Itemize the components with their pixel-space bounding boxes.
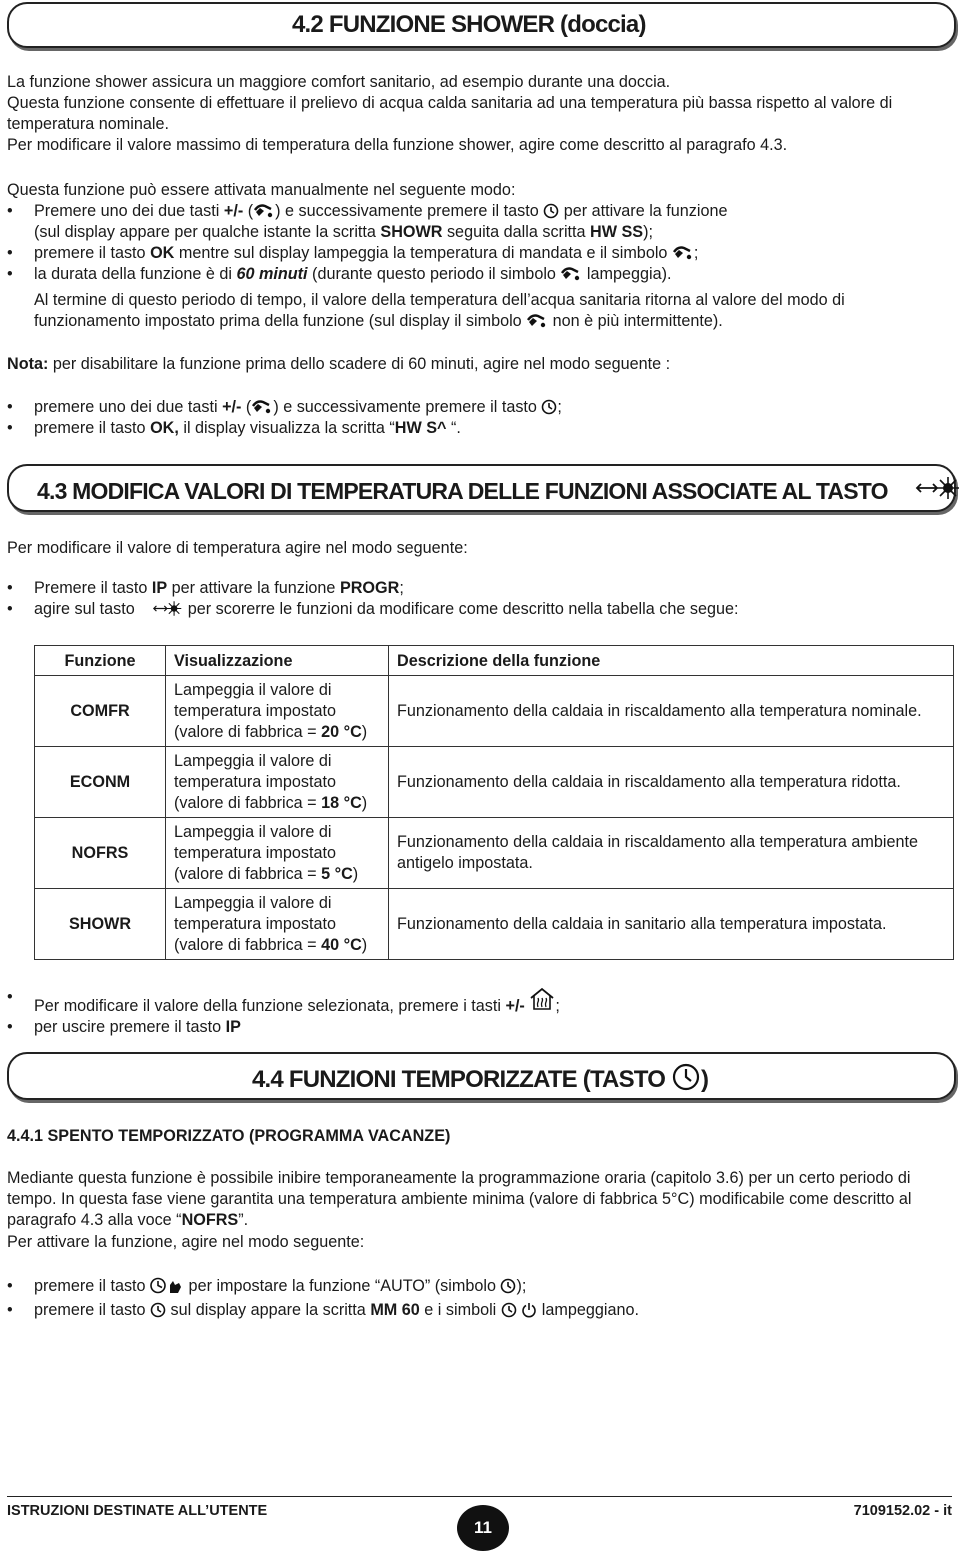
list-item: • per uscire premere il tasto IP [7, 1017, 952, 1038]
shower-tap-icon [560, 266, 582, 282]
intro-line-2: Questa funzione consente di effettuare il prelievo di acqua calda sanitaria ad una temperatura più bassa rispetto al valore di temperatura nominale. [7, 94, 893, 133]
clock-icon [501, 1302, 517, 1318]
column-header-function: Funzione [35, 646, 166, 676]
function-description: Funzionamento della caldaia in riscaldamento alla temperatura nominale. [389, 676, 954, 747]
section-43-intro: Per modificare il valore di temperatura agire nel modo seguente: [7, 539, 468, 557]
subsection-441-title: 4.4.1 SPENTO TEMPORIZZATO (PROGRAMMA VACANZE) [7, 1127, 451, 1145]
page-number: 11 [457, 1505, 509, 1551]
list-item: • Premere uno dei due tasti +/- ( ) e successivamente premere il tasto per attivare la funzione (sul display appare per qualche istante la scritta SHOWR seguita dalla scritta HW SS); [7, 201, 952, 243]
list-item: • agire sul tasto per scorerre le funzioni da modificare come descritto nella tabella che segue: [7, 599, 952, 620]
intro-line-1: La funzione shower assicura un maggiore comfort sanitario, ad esempio durante una doccia. [7, 73, 671, 91]
table-row [35, 818, 954, 889]
table-row [35, 676, 954, 747]
section-43-title: 4.3 MODIFICA VALORI DI TEMPERATURA DELLE FUNZIONI ASSOCIATE AL TASTO [37, 475, 959, 505]
section-42-title: 4.2 FUNZIONE SHOWER (doccia) [292, 11, 646, 38]
list-item: • Per modificare il valore della funzione selezionata, premere i tasti +/- ; [7, 987, 952, 1017]
section-44-paragraph: Mediante questa funzione è possibile inibire temporaneamente la programmazione oraria (capitolo 3.6) per un certo periodo di tempo. In questa fase viene garantita una temperatura ambiente minima (valore di fabbrica 5°C) modificabile come descritto al paragrafo 4.3 alla voce “NOFRS”. [7, 1169, 912, 1229]
list-item: • premere il tasto per impostare la funzione “AUTO” (simbolo ); [7, 1274, 952, 1298]
function-name: SHOWR [35, 889, 166, 960]
display-text: Lampeggia il valore di temperatura impostato (valore di fabbrica = 20 °C) [166, 676, 389, 747]
footer-divider [7, 1496, 952, 1497]
moon-sun-icon [139, 600, 183, 617]
function-name: ECONM [35, 747, 166, 818]
shower-tap-icon [253, 203, 275, 219]
activation-intro: Questa funzione può essere attivata manualmente nel seguente modo: [7, 181, 516, 199]
footer-left-text: ISTRUZIONI DESTINATE ALL’UTENTE [7, 1503, 268, 1519]
end-of-period-text: Al termine di questo periodo di tempo, il valore della temperatura dell’acqua sanitaria ritorna al valore del modo di funzionamento impostato prima della funzione (sul display il simbolo non è più intermittente). [34, 291, 845, 330]
function-name: NOFRS [35, 818, 166, 889]
function-description: Funzionamento della caldaia in sanitario alla temperatura impostata. [389, 889, 954, 960]
power-icon [521, 1302, 537, 1318]
display-text: Lampeggia il valore di temperatura impostato (valore di fabbrica = 40 °C) [166, 889, 389, 960]
display-text: Lampeggia il valore di temperatura impostato (valore di fabbrica = 5 °C) [166, 818, 389, 889]
list-item: • premere il tasto OK, il display visualizza la scritta “HW S^ “. [7, 418, 952, 439]
section-44-title: 4.4 FUNZIONI TEMPORIZZATE (TASTO ) [252, 1063, 708, 1094]
list-item: • la durata della funzione è di 60 minuti (durante questo periodo il simbolo lampeggia). [7, 264, 952, 285]
shower-tap-icon [251, 399, 273, 415]
list-item: • premere il tasto OK mentre sul display lampeggia la temperatura di mandata e il simbolo ; [7, 243, 952, 264]
list-item: • premere uno dei due tasti +/- ( ) e successivamente premere il tasto ; [7, 397, 952, 418]
shower-tap-icon [526, 313, 548, 329]
moon-sun-icon [897, 475, 959, 501]
section-43-after-steps [7, 987, 952, 1038]
function-description: Funzionamento della caldaia in riscaldamento alla temperatura ambiente antigelo impostata. [389, 818, 954, 889]
note-steps [7, 397, 952, 439]
section-42-header [7, 2, 956, 48]
functions-table [34, 645, 954, 960]
display-text: Lampeggia il valore di temperatura impostato (valore di fabbrica = 18 °C) [166, 747, 389, 818]
section-43-steps [7, 578, 952, 620]
section-44-activation-intro: Per attivare la funzione, agire nel modo seguente: [7, 1233, 365, 1251]
column-header-description: Descrizione della funzione [389, 646, 954, 676]
intro-line-3: Per modificare il valore massimo di temperatura della funzione shower, agire come descritto al paragrafo 4.3. [7, 136, 788, 154]
section-42-intro [7, 72, 952, 156]
note: Nota: per disabilitare la funzione prima dello scadere di 60 minuti, agire nel modo seguente : [7, 355, 671, 373]
footer-doc-code: 7109152.02 - it [853, 1503, 952, 1519]
shower-tap-icon [672, 245, 694, 261]
clock-icon [500, 1278, 516, 1294]
table-row [35, 889, 954, 960]
activation-steps [7, 201, 952, 285]
section-43-header [7, 464, 956, 512]
note-label: Nota: [7, 355, 49, 373]
list-item: • premere il tasto sul display appare la scritta MM 60 e i simboli lampeggiano. [7, 1298, 952, 1322]
table-header-row [35, 646, 954, 676]
clock-icon [541, 399, 557, 415]
plus-minus-keys: +/- [223, 202, 244, 220]
table-row [35, 747, 954, 818]
function-description: Funzionamento della caldaia in riscaldamento alla temperatura ridotta. [389, 747, 954, 818]
list-item: • Premere il tasto IP per attivare la funzione PROGR; [7, 578, 952, 599]
clock-hand-icon [150, 1277, 184, 1294]
house-heat-icon [529, 987, 555, 1011]
column-header-display: Visualizzazione [166, 646, 389, 676]
function-name: COMFR [35, 676, 166, 747]
clock-icon [150, 1302, 166, 1318]
section-44-header [7, 1052, 956, 1100]
section-44-steps [7, 1274, 952, 1322]
clock-hand-icon [671, 1063, 701, 1091]
clock-icon [543, 203, 559, 219]
